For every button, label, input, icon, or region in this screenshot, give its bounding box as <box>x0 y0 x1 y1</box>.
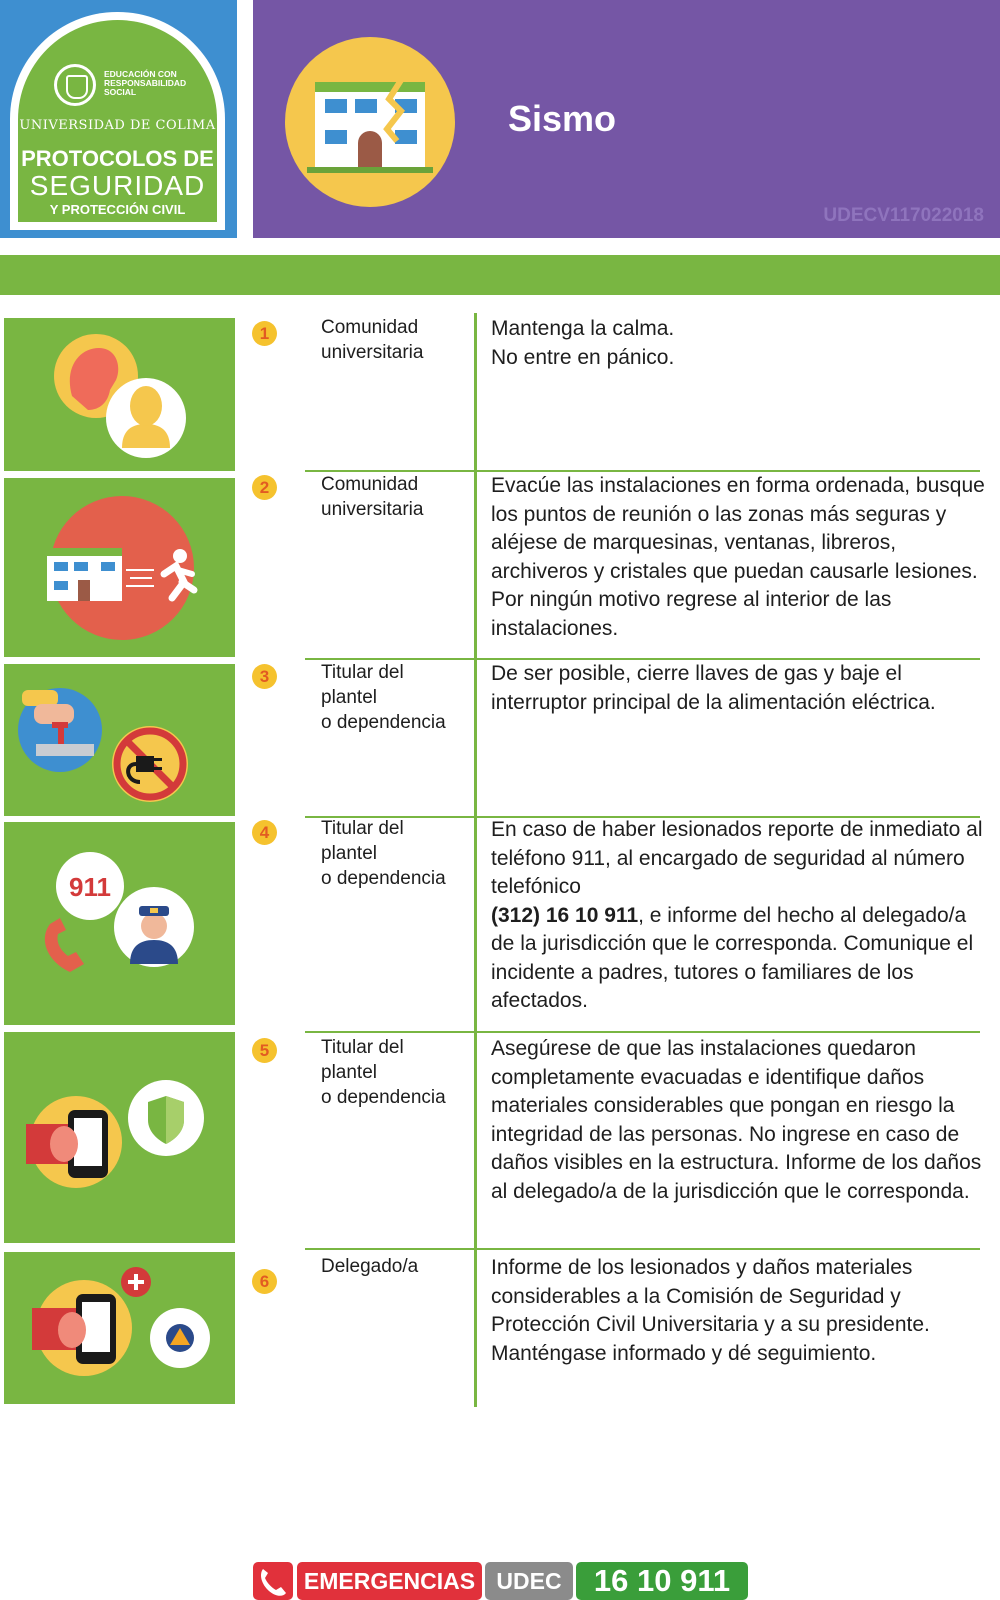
university-seal-icon <box>54 64 96 106</box>
step-6-responsible: Delegado/a <box>321 1256 419 1277</box>
step-2-illustration <box>4 478 235 657</box>
step-5-illustration <box>4 1032 235 1243</box>
step-3-responsible: Titular del plantel o dependencia <box>321 662 446 733</box>
protocol-title-line2: SEGURIDAD <box>29 170 206 201</box>
logo-panel <box>0 0 237 238</box>
step-2-responsible: Comunidad universitaria <box>321 474 424 520</box>
udec-label: UDEC <box>485 1562 573 1600</box>
title-panel <box>253 0 1000 238</box>
step-5-action: Asegúrese de que las instalaciones quedaron completamente evacuadas e identifique daños materiales considerables que pongan en riesgo la integridad de las personas. No ingrese en caso de daños visibles en la estructura. Informe de los daños al delegado/a de la jurisdicción que le corresponda. <box>491 1037 982 1203</box>
header-divider-band <box>0 255 1000 295</box>
logo-badge <box>10 12 225 230</box>
evacuation-icon <box>4 478 235 657</box>
tagline-line: RESPONSABILIDAD <box>104 78 187 88</box>
call-911-icon <box>4 822 235 1025</box>
step-3-number: 3 <box>252 664 277 689</box>
step-4-action <box>491 816 986 1016</box>
protocol-title-line3: Y PROTECCIÓN CIVIL <box>49 202 186 217</box>
step-4-illustration <box>4 822 235 1025</box>
emergency-number: 16 10 911 <box>576 1562 748 1600</box>
column-divider <box>474 313 477 1407</box>
gas-power-off-icon <box>4 664 235 816</box>
step-3-action: De ser posible, cierre llaves de gas y baje el interruptor principal de la alimentación eléctrica. <box>491 662 936 714</box>
emergency-label: EMERGENCIAS <box>297 1562 482 1600</box>
step-1-number: 1 <box>252 321 277 346</box>
step-4-number: 4 <box>252 820 277 845</box>
protocol-title-line1: PROTOCOLOS DE <box>21 146 214 171</box>
step-4-responsible: Titular del plantel o dependencia <box>321 818 446 889</box>
calm-faces-icon <box>4 318 235 471</box>
page-title: Sismo <box>508 98 617 139</box>
step-5-number: 5 <box>252 1038 277 1063</box>
title-circle <box>285 37 455 207</box>
step-6-illustration <box>4 1252 235 1404</box>
emergency-911-label: 911 <box>69 872 111 902</box>
step-1-action: Mantenga la calma. No entre en pánico. <box>491 317 675 369</box>
university-name: UNIVERSIDAD DE COLIMA <box>19 118 216 133</box>
cracked-building-icon <box>285 37 455 207</box>
document-code: UDECV117022018 <box>823 205 984 226</box>
row-separator <box>305 1031 980 1033</box>
step-6-number: 6 <box>252 1269 277 1294</box>
step-4-action-text-continued: , e informe del hecho al delegado/a de la jurisdicción que le corresponda. Comunique el incidente a padres, tutores o familiares de los afectados. <box>491 903 974 1012</box>
step-4-action-text: En caso de haber lesionados reporte de inmediato al teléfono 911, al encargado de seguridad al número telefónico <box>491 818 983 898</box>
step-1-illustration <box>4 318 235 471</box>
row-separator <box>305 1248 980 1250</box>
logo-badge-inner <box>18 20 217 222</box>
phone-icon <box>253 1562 293 1600</box>
security-phone-number: (312) 16 10 911 <box>491 903 639 927</box>
step-6-action: Informe de los lesionados y daños materiales considerables a la Comisión de Seguridad y Protección Civil Universitaria y a su presidente. Manténgase informado y dé seguimiento. <box>491 1256 930 1365</box>
step-3-illustration <box>4 664 235 816</box>
step-1-responsible: Comunidad universitaria <box>321 317 424 363</box>
phone-report-icon <box>4 1252 235 1404</box>
logo-tagline <box>104 70 204 97</box>
tagline-line: SOCIAL <box>104 87 137 97</box>
step-2-number: 2 <box>252 475 277 500</box>
tagline-line: EDUCACIÓN CON <box>104 69 177 79</box>
step-5-responsible: Titular del plantel o dependencia <box>321 1037 446 1108</box>
phone-shield-icon <box>4 1032 235 1243</box>
step-2-action: Evacúe las instalaciones en forma ordenada, busque los puntos de reunión o las zonas más seguras y aléjese de marquesinas, ventanas, libreros, archiveros y cristales que puedan causarle lesiones. Por ningún motivo regrese al interior de las instalaciones. <box>491 474 985 640</box>
